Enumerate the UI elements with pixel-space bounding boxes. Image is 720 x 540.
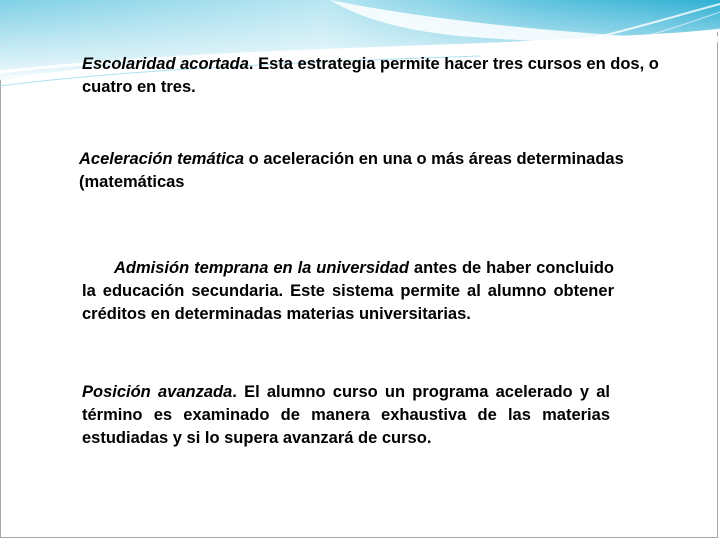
text-escolaridad-acortada: . Esta estrategia permite hacer tres cursos en dos, o cuatro en tres. <box>82 55 659 96</box>
text-aceleracion-tematica: o aceleración en una o más áreas determinadas (matemáticas <box>79 150 624 191</box>
term-escolaridad-acortada: Escolaridad acortada <box>82 55 249 73</box>
paragraph-posicion-avanzada <box>82 381 610 450</box>
text-admision-temprana: antes de haber concluido la educación secundaria. Este sistema permite al alumno obtener créditos en determinadas materias universitarias. <box>82 259 614 323</box>
term-admision-temprana: Admisión temprana en la universidad <box>114 259 409 277</box>
term-aceleracion-tematica: Aceleración temática <box>79 150 245 168</box>
paragraph-aceleracion-tematica <box>79 148 639 194</box>
paragraph-escolaridad-acortada <box>82 53 697 99</box>
text-posicion-avanzada: . El alumno curso un programa acelerado y al término es examinado de manera exhaustiva de las materias estudiadas y si lo supera avanzará de curso. <box>82 383 611 447</box>
paragraph-admision-temprana <box>82 257 614 326</box>
term-posicion-avanzada: Posición avanzada <box>82 383 233 401</box>
